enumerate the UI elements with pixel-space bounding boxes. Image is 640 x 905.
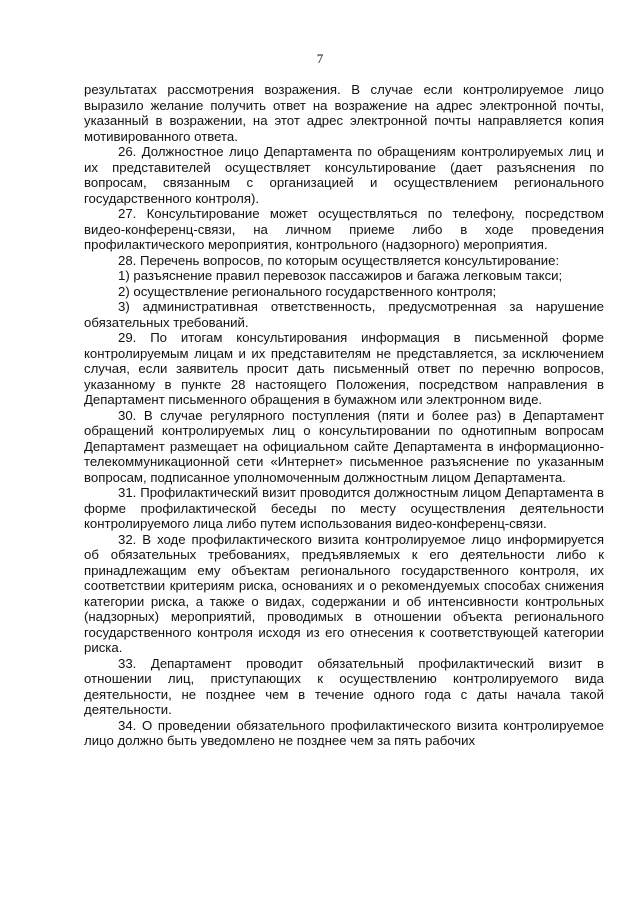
list-item-3: 3) административная ответственность, предусмотренная за нарушение обязательных требований.: [84, 299, 604, 330]
paragraph-30: 30. В случае регулярного поступления (пяти и более раз) в Департамент обращений контролируемых лиц о консультировании по однотипным вопросам Департамент размещает на официальном сайте Департамента в информационно-телекоммуникационной сети «Интернет» письменное разъяснение по указанным вопросам, подписанное уполномоченным должностным лицом Департамента.: [84, 407, 604, 485]
list-item-2: 2) осуществление регионального государственного контроля;: [118, 283, 497, 299]
document-body: [84, 82, 604, 749]
paragraph-31: 31. Профилактический визит проводится должностным лицом Департамента в форме профилактической беседы по месту осуществления деятельности контролируемого лица либо путем использования видео-конференц-связи.: [84, 485, 604, 531]
paragraph-34: 34. О проведении обязательного профилактического визита контролируемое лицо должно быть уведомлено не позднее чем за пять рабочих: [84, 717, 604, 748]
list-item-1: 1) разъяснение правил перевозок пассажиров и багажа легковым такси;: [118, 268, 563, 283]
paragraph-33: 33. Департамент проводит обязательный профилактический визит в отношении лиц, приступающих к осуществлению контролируемого вида деятельности, не позднее чем в течение одного года с даты начала такой деятельности.: [84, 655, 604, 717]
paragraph-32: 32. В ходе профилактического визита контролируемое лицо информируется об обязательных требованиях, предъявляемых к его деятельности либо к принадлежащим ему объектам регионального государственного контроля, их соответствии критериям риска, основаниях и о рекомендуемых способах снижения категории риска, а также о видах, содержании и об интенсивности контрольных (надзорных) мероприятий, проводимых в отношении объекта регионального государственного контроля исходя из его отнесения к соответствующей категории риска.: [84, 531, 604, 655]
paragraph-29: 29. По итогам консультирования информация в письменной форме контролируемым лицам и их представителям не представляется, за исключением случая, если заявитель просит дать письменный ответ по перечню вопросов, указанному в пункте 28 настоящего Положения, посредством направления в Департамент письменного обращения в бумажном или электронном виде.: [84, 330, 604, 407]
page-number: 7: [316, 51, 324, 66]
paragraph-26: 26. Должностное лицо Департамента по обращениям контролируемых лиц и их представителей осуществляет консультирование (дает разъяснения по вопросам, связанным с организацией и осуществлением регионального государственного контроля).: [84, 144, 604, 206]
paragraph-27: 27. Консультирование может осуществляться по телефону, посредством видео-конференц-связи, на личном приеме либо в ходе проведения профилактического мероприятия, контрольного (надзорного) мероприятия.: [84, 206, 604, 252]
paragraph-28: 28. Перечень вопросов, по которым осуществляется консультирование:: [118, 252, 560, 268]
paragraph-continuation: результатах рассмотрения возражения. В случае если контролируемое лицо выразило желание получить ответ на возражение на адрес электронной почты, указанный в возражении, на этот адрес электронной почты направляется копия мотивированного ответа.: [84, 82, 604, 144]
